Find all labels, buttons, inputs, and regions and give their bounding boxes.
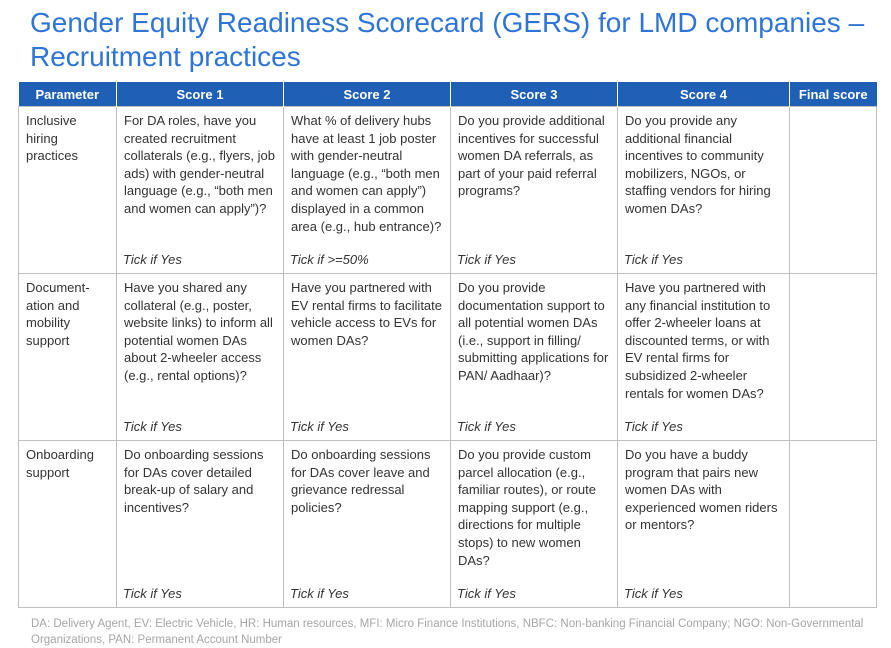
tick-criterion: Tick if Yes: [123, 419, 182, 435]
score-cell: [284, 107, 451, 274]
score-cell: [117, 107, 284, 274]
parameter-cell: Document-ation and mobility support: [19, 274, 117, 441]
scorecard-table: [18, 82, 877, 608]
score-cell: [284, 274, 451, 441]
question-text: Have you shared any collateral (e.g., poster, website links) to inform all potential women DAs about 2-wheeler access (e.g., rental options)?: [124, 280, 273, 383]
parameter-cell: Onboarding support: [19, 441, 117, 608]
tick-criterion: Tick if Yes: [290, 586, 349, 602]
column-header-score-4: Score 4: [618, 82, 790, 107]
score-cell: [284, 441, 451, 608]
final-score-cell[interactable]: [790, 107, 877, 274]
score-cell: [618, 441, 790, 608]
tick-criterion: Tick if Yes: [624, 586, 683, 602]
question-text: Do onboarding sessions for DAs cover leave and grievance redressal policies?: [291, 447, 431, 515]
tick-criterion: Tick if Yes: [123, 252, 182, 268]
question-text: For DA roles, have you created recruitment collaterals (e.g., flyers, job ads) with gender-neutral language (e.g., “both men and women can apply”)?: [124, 113, 276, 216]
tick-criterion: Tick if Yes: [457, 252, 516, 268]
question-text: What % of delivery hubs have at least 1 job poster with gender-neutral language (e.g., “both men and women can apply”) displayed in a common area (e.g., hub entrance)?: [291, 113, 442, 234]
score-cell: [451, 107, 618, 274]
tick-criterion: Tick if Yes: [624, 419, 683, 435]
parameter-cell: Inclusive hiring practices: [19, 107, 117, 274]
tick-criterion: Tick if Yes: [123, 586, 182, 602]
question-text: Have you partnered with EV rental firms to facilitate vehicle access to EVs for women DAs?: [291, 280, 442, 348]
question-text: Do onboarding sessions for DAs cover detailed break-up of salary and incentives?: [124, 447, 264, 515]
tick-criterion: Tick if Yes: [624, 252, 683, 268]
score-cell: [117, 274, 284, 441]
final-score-cell[interactable]: [790, 274, 877, 441]
column-header-score-3: Score 3: [451, 82, 618, 107]
table-header-row: [19, 82, 877, 107]
final-score-cell[interactable]: [790, 441, 877, 608]
column-header-score-1: Score 1: [117, 82, 284, 107]
question-text: Do you provide documentation support to all potential women DAs (i.e., support in filling/ submitting applications for PAN/ Aadhaar)?: [458, 280, 609, 383]
tick-criterion: Tick if Yes: [457, 419, 516, 435]
question-text: Have you partnered with any financial institution to offer 2-wheeler loans at discounted terms, or with EV rental firms for subsidized 2-wheeler rentals for women DAs?: [625, 280, 771, 401]
question-text: Do you have a buddy program that pairs new women DAs with experienced women riders or mentors?: [625, 447, 778, 533]
column-header-parameter: Parameter: [19, 82, 117, 107]
page-title: Gender Equity Readiness Scorecard (GERS) for LMD companies – Recruitment practices: [30, 7, 865, 72]
table-row: [19, 274, 877, 441]
tick-criterion: Tick if Yes: [290, 419, 349, 435]
score-cell: [618, 274, 790, 441]
table-row: [19, 441, 877, 608]
question-text: Do you provide custom parcel allocation (e.g., familiar routes), or route mapping support (e.g., directions for multiple stops) to new women DAs?: [458, 447, 596, 568]
question-text: Do you provide additional incentives for successful women DA referrals, as part of your paid referral programs?: [458, 113, 605, 199]
score-cell: [618, 107, 790, 274]
question-text: Do you provide any additional financial incentives to community mobilizers, NGOs, or staffing vendors for hiring women DAs?: [625, 113, 771, 216]
footnote-abbreviations: DA: Delivery Agent, EV: Electric Vehicle, HR: Human resources, MFI: Micro Finance Institutions, NBFC: Non-banking Financial Company; NGO: Non-Governmental Organizations, PAN: Permanent Account Number: [31, 618, 864, 646]
score-cell: [117, 441, 284, 608]
column-header-score-2: Score 2: [284, 82, 451, 107]
tick-criterion: Tick if >=50%: [290, 252, 369, 268]
score-cell: [451, 274, 618, 441]
tick-criterion: Tick if Yes: [457, 586, 516, 602]
column-header-final-score: Final score: [790, 82, 877, 107]
table-row: [19, 107, 877, 274]
score-cell: [451, 441, 618, 608]
